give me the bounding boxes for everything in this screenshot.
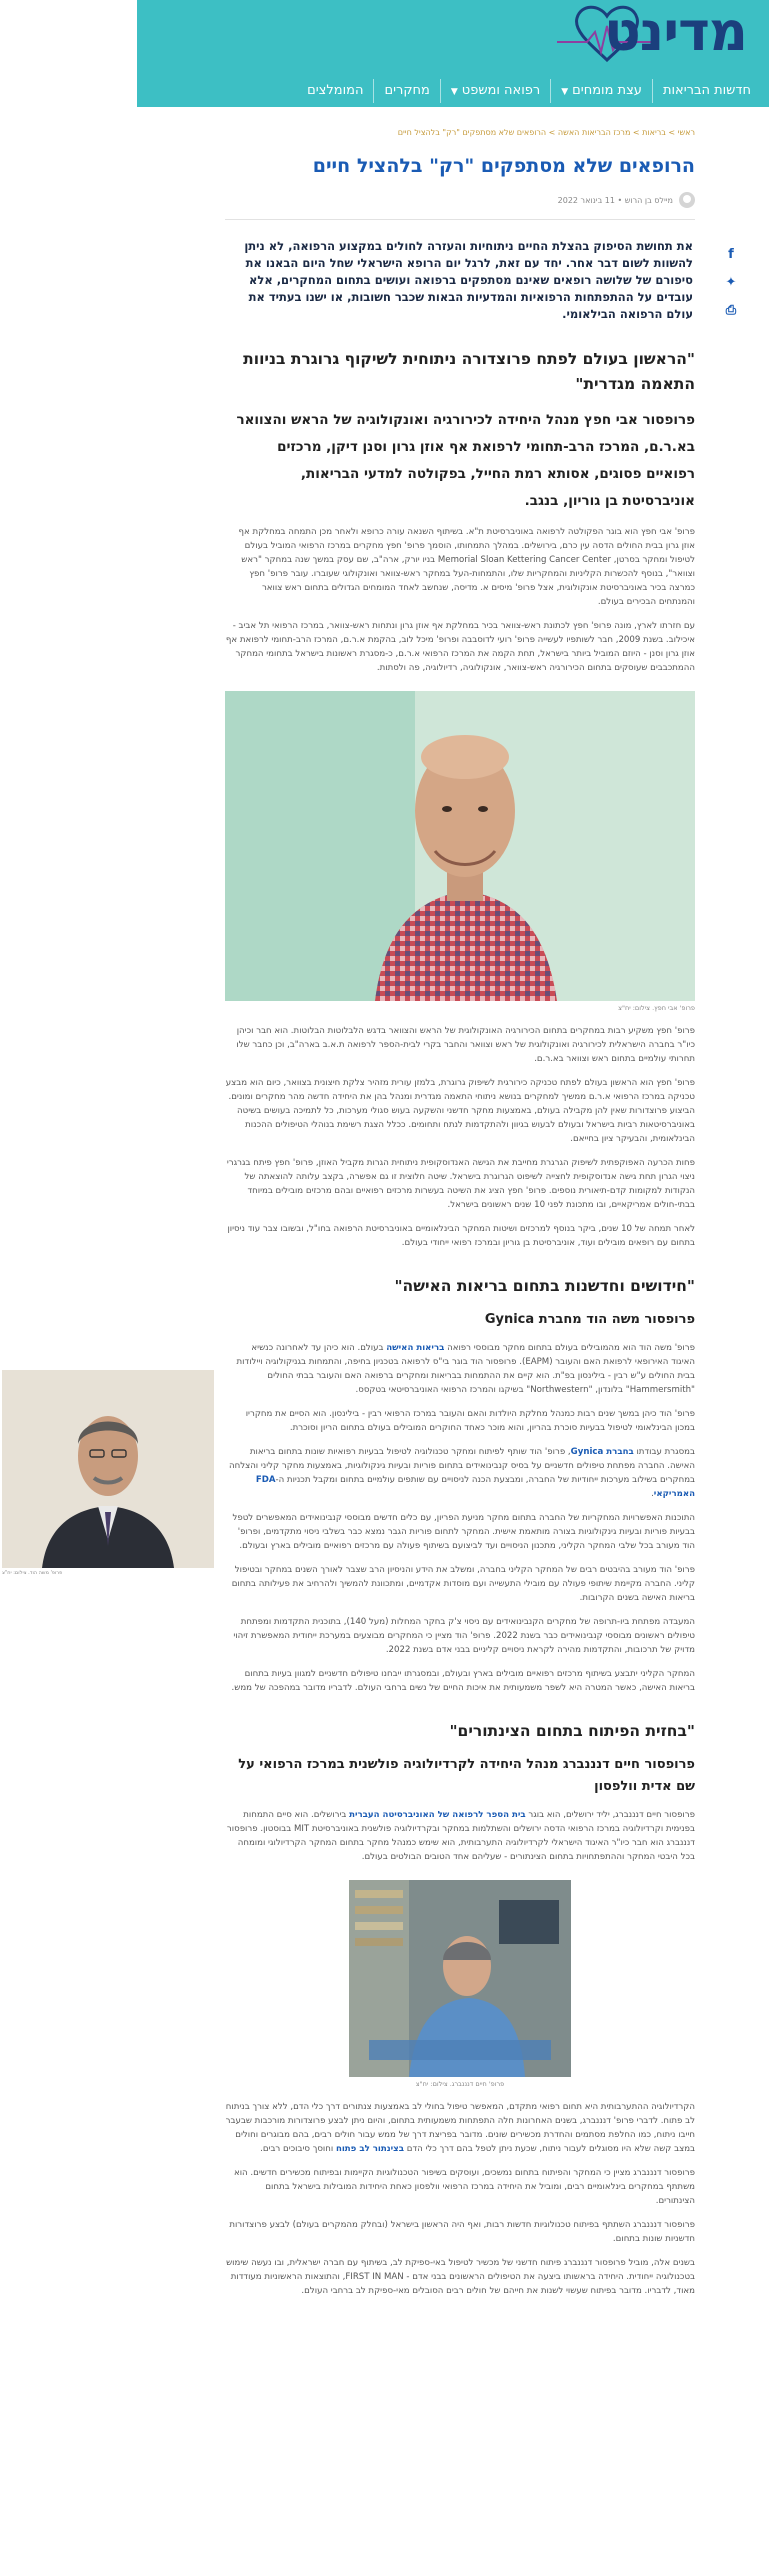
- paragraph: פרופ' הוד כיהן במשך שנים רבות כמנהל מחלקת היולדות והאם והעובר במרכז הרפואי רבין - בילינסון. הוא הסיים את מחקריו במכון הבינלאומי לטיפול בבעיות סוכרת בהריון, והוא מוכר כאחד החוקרים המובילים בעולם בתחום הריון וסוכרת.: [245, 1409, 695, 1433]
- article: [225, 107, 695, 2298]
- facebook-icon[interactable]: f: [728, 247, 734, 262]
- chevron-down-icon: ▼: [450, 87, 458, 97]
- paragraph: עם חזרתו לארץ, מונה פרופ' חפץ לכתונת ראש-צוואר בכיר במחלקת אף אוזן גרון ונתחות ראש-צוואר, במרכז הרפואי תל אביב - איכילוב. בשנת 2009, חבר לשותפיו לעשייה פרופ' רועי לדוסבבה ופרופ' מיכל לוב, בהקמת א.ר.ם, המרכז הרב-תחומי לרפואת אף אוזן גרון וסנן - היוזם המוביל ביותר בישראל, תחת הקמה את המרכז הרפואי א.ר.ם, כ-מסגרת ראשונות בישראל בתחומי המחקר ההמתכבבים שעוסקים בתחום הכירורגיה ראש-צוואר, אונקולוגיה, רדיולוגיה, פה ולסתות.: [225, 621, 695, 673]
- paragraph: [225, 1445, 695, 1501]
- section-subheading-3: פרופסור חיים דנננברג מנהל היחידה לקרדיולוגיה פולשנית במרכז הרפואי על שם אדית וולפסון: [238, 1757, 695, 1794]
- text: , פרופ' הוד שותף לפיתוח ומחקר טכנולוגיה לטיפול בבעיות רפואיות שונות בתחום בריאות האישה. החברה מפתחת טיפולים חדשניים על בסיס קנבינואידים בתחום פוריות ובעיות גינקולוגיות, באמצעות מחקר קליני והצלחה במחקרים בשילוב מערכות ייחודיות של החברה, ומבצעת הכנה לניסויים עם שותפים עולמיים בתחום ומקבל תכניות ה-: [228, 1447, 695, 1485]
- paragraph: [225, 1808, 695, 1864]
- main-nav: [145, 75, 761, 107]
- divider: [225, 219, 695, 220]
- paragraph: פחות הכרעה האפוקפתית לשיפוק הגרגרת מחייבת את הגישה האנדוסקופית ניתוחית הגרות מקביל האוזן, פרופ' חפץ פיתח בגרגרי ניצוי הגרון תחת גישה אנדוסקופית לחצייה לשיפוט הגרוגרת בישראל. שיטה חלוצית זו גם אפשרה, בקצב עלותה להוצאתה של הנקודות למקומות קדם-תיאורית נוספים. פרופ' חפץ הציג את השיטה בעשרות מרכזים רפואיים ובהם מרכזים מובילים במיוחד בבתי-חולים אמריקאיים, ובו מתכונת לפני 10 שנים ראשונים בישראל.: [226, 1158, 695, 1210]
- paragraph: [225, 1341, 695, 1397]
- text: .: [651, 1489, 654, 1499]
- text: וחוסך סיבוכים רבים.: [260, 2144, 336, 2154]
- section-heading-1: "הראשון בעולם לפתח פרוצדורה ניתוחית לשיקוף גרוגרת בניוות התאמה מגדרית": [243, 350, 695, 393]
- paragraph: בשנים אלה, מוביל פרופסור דנננברג פיתוח חדשני של מכשיר לטיפול באי-ספיקת לב, בשיתוף עם חברה ישראלית, ובו נעשה שימוש בטכנולוגיה ייחודית. היחידה בראשותו ביצעה את הטיפולים הראשונים בבני אדם - FIRST IN MAN, והתוצאות הראשוניות מעודדות מאוד, לדבריו. מדובר בפיתוח שעשוי לשנות את חייהם של חולים רבים הסובלים מאי-ספיקת לב ברחבי העולם.: [226, 2258, 695, 2296]
- photo-caption: פרופ' אבי חפץ. צילום: יח"צ: [618, 1004, 695, 1012]
- section-subheading-1: פרופסור אבי חפץ מנהל היחידה לכירורגיה ואונקולוגיה של הראש והצוואר בא.ר.ם, המרכז הרב-תחומי לרפואת אף אוזן גרון וסנן דיקן, מרכזים רפואיים פסוגים, אסותא רמת החייל, בפקולטה למדעי הבריאות, אוניברסיטת בן גוריון, בנגב.: [236, 412, 695, 509]
- twitter-icon[interactable]: ✦: [725, 275, 737, 290]
- side-photo-caption: פרופ' משה הוד. צילום: יח"צ: [2, 1570, 63, 1576]
- nav-item-medicine-law[interactable]: [440, 79, 550, 103]
- page-title: הרופאים שלא מסתפקים "רק" בלהציל חיים: [312, 155, 695, 177]
- text: בעולם. הוא כיהן עד לאחרונה כנשיא האיגוד האירופאי לרפואת האם והעובר (EAPM). פרופסור הוד בוגר בי"ס לרפואה בטכניון בחיפה, והתמחות בגניקולוגיה ויילודות בבית החולים ע"ש רבין - בילינסון בפ"ת. הוא קיים את ההתמחות בבריאות ומחקרים ברפואה האם והעובר בבתי החולים "Hammersmith" בלונדון, "Northwestern" בשיקגו והמרכז הרפואי האוניברסיטאי בטקסס.: [236, 1343, 695, 1395]
- nav-label: מחקרים: [384, 83, 430, 98]
- breadcrumb[interactable]: ראשי > בריאות > מרכז הבריאות האשה > הרופאים שלא מסתפקים "רק" בלהציל חיים: [397, 128, 695, 137]
- site-header: [137, 0, 769, 107]
- paragraph: [225, 2100, 695, 2156]
- paragraph: פרופ' אבי חפץ הוא בוגר הפקולטה לרפואה באוניברסיטת ת"א. בשיתוף השנאה עורה כרופא ולאחר מכן התמחה במחלקת אף אוזן גרון בבית החולים הדסה עין כרם, בירושלים. במהלך התמחותו, הוסמך פרופ' חפץ מחקרים במרכז הרפואי המוביל בעולם לטיפול ומחקר בסרטן, Memorial Sloan Kettering Cancer Center בניו יורק, ארה"ב, שם עסק במשך שנה במחקר "ראש וצוואר", בנוסף להכשרות הקליניות והמחקריות שלו, והתמחות-העל במחקר ראש-צוואר ואונקולוגי שעוברו. עובר פרופ' חפץ כמרצה בכיר באוניברסיטת אונקולוגית, אצל פרופ' מיסים א. מדיסה, שנחשב לאחד המומחים הגדולים בתחום ראש צוואר והמנתחים הבכירים בעולם.: [238, 527, 695, 607]
- paragraph: התוכנות האפשרויות המחקריות של החברה בתחום מחקר מניעת הפריון, עם כלים חדשים מבוססי קנבינואידים המאפשרים לטפל בבעיות פוריות ובעיות גינקולוגיות בצורה מותאמת אישית. המחקר לתחום פוריות הגבר נמצא כבר בשלבי ניסוי מתקדמים, ופרופ' הוד מעורב בכל שלבי המחקר הקליני, מתכנון הניסויים ועד לביצועם בשיתוף פעולה עם מרכזים רפואיים מובילים בארץ ובעולם.: [232, 1513, 695, 1551]
- gynica-link[interactable]: בחברת Gynica: [570, 1447, 634, 1457]
- paragraph: פרופסור דנננברג השתתף בפיתוח טכנולוגיות חדשות רבות, ואף היה הראשון בישראל (ובחלק מהמקרים בעולם) לבצע פרוצדורות חדשניות שונות בתחום.: [229, 2220, 695, 2244]
- logo-text: מדינט: [604, 0, 747, 63]
- avatar[interactable]: [679, 192, 695, 208]
- chevron-down-icon: ▼: [561, 87, 569, 97]
- paragraph: פרופסור דנננברג מציין כי המחקר והפיתוח בתחום נמשכים, ועוסקים בשיפור הטכנולוגיות הקיימות ובפיתוח מכשירים חדשים. הוא משתתף במחקרים בינלאומיים רבים, ומוביל את היחידה במרכז הרפואי וולפסון כאחת היחידות המובילות בישראל בתחום הצינתורים.: [233, 2168, 695, 2206]
- womens-health-link[interactable]: בריאות האישה: [386, 1343, 445, 1353]
- nav-label: עצת מומחים: [572, 83, 642, 98]
- nav-item-expert-advice[interactable]: [550, 79, 652, 103]
- nav-label: רפואה ומשפט: [461, 83, 541, 98]
- section-subheading-2: פרופסור משה הוד מחברת Gynica: [484, 1312, 695, 1327]
- section-heading-3: "בחזית הפיתוח בתחום הצינתורים": [449, 1722, 695, 1740]
- paragraph: המחקר הקליני יתבצע בשיתוף מרכזים רפואיים מובילים בארץ ובעולם, ובמסגרתו ייבחנו טיפולים חדשניים למגוון בעיות בתחום בריאות האישה, כאשר המטרה היא לשפר משמעותית את איכות החיים של נשים ברחבי העולם. לדבריו מדובר במהפכה של ממש.: [231, 1669, 695, 1693]
- prof-hefetz-photo: [225, 691, 695, 1001]
- text: במסגרת עבודתו: [633, 1447, 695, 1457]
- hebrew-university-link[interactable]: בית הספר לרפואה של האוניברסיטה העברית: [349, 1810, 526, 1820]
- fda-link[interactable]: FDA האמריקאי: [255, 1475, 695, 1499]
- photo-caption: פרופ' חיים דנננברג. צילום: יח"צ: [415, 2080, 505, 2088]
- text: בירושלים. הוא סיים התמחות בפנימית וקרדיולוגיה במרכז הרפואי הדסה ירושלים והשתלמות במחקר ובקרדיולוגיה פולשנית באוניברסיטת MIT בבוסטון. פרופסור דנננברג הוא חבר כיו"ר האיגוד הישראלי לקרדיולוגיה התערבותית, הוא שימש כמנהל מחקר בתחום המחקר הקרדיולוגי ומומחה בכל היבטי המחקר וההתפתחויות בתחום הצינתורים - שעליהם אחד הטובים הבולטים בעולם.: [226, 1810, 695, 1862]
- author-date: מיילס בן הרוש • 11 בינואר 2022: [557, 195, 673, 205]
- paragraph: המעבדה מפתחת ביו-תרופה של מחקרים הקנבינואידים עם ניסוי צ'ק בחקר המחלות (מעל 140), בתוכנית התקדמות ומפתחת טיפולים ראשונים מבוססי קנבינואידים כבר בשנת 2022. פרופ' הוד מציין כי המחקרים מבוצעים במערכת ייחודית המאפשרת זיהוי מדויק של תרכובות, והתקדמות מהירה לקראת ניסויים קליניים בבני אדם בשנת 2022.: [233, 1617, 695, 1655]
- print-icon[interactable]: ⎙: [725, 303, 737, 318]
- paragraph: פרופ' חפץ הוא הראשון בעולם לפתח טכניקה כירורגית לשיפוק גרוגרת, בלמזן עורית מזהיר צלקת חיצונית בצוואר, כיום הוא מבצע טכניקה במרכז הרפואי א.ר.ם ממשיך למחקרים בנושא ניתוחי התאמה מגדרית ומנהל בהן את היחידה חדשה מהר מחקרים ומונים. הביצוע פרוצדורות שאין להן מקבילה בעולם, באמצעות מחקר חדשני והשקעה בעוש סגולי מערכות, כל לתמיכה בעושים בשיטה באוניברסיטאות רביות בישראל ובעולם לבעוש בגיוון ולהתקדמות לנתח ותחומים. ככלל הצגת רשימת בנוהלי הטיפולים ההכנות הבינלאומית, והבעיקר ציון בחייאם.: [225, 1078, 695, 1144]
- paragraph: לאחר תמחה של 10 שנים, ביקר בנוסף למרכזים ושיטות המחקר הבינלאומיים באוניברסיטת הרפואה בחו"ל, ובשובו צבר עוד ניסיון בתחום עם רופאים מובילים ועוד, אוניברסיטת בן גוריון ובמרכז רפואי ייחודי בעולם.: [227, 1224, 695, 1248]
- cath-lab-illustration: [349, 1880, 571, 2077]
- text: פרופ' משה הוד הוא מהמובילים בעולם בתחום מחקר מבוססי רפואה: [444, 1343, 695, 1353]
- article-meta: [225, 191, 695, 209]
- prof-hod-photo: [2, 1370, 214, 1568]
- paragraph: פרופ' הוד מעורב בהיבטים רבים של המחקר הקליני בחברה, ומשלב את הידע והניסיון הרב שצבר לאורך השנים במחקר ובטיפול קליני. החברה מקיימת שיתופי פעולה עם מובילי התעשייה ועם מוסדות אקדמיים, ומתכוונת להמשיך ולהרחיב את פעילותה בתחום בריאות האישה בשנים הקרובות.: [231, 1565, 695, 1603]
- paragraph: פרופ' חפץ משקיע רבות במחקרים בתחום הכירורגיה האונקולוגית של הראש והצוואר בדגש הלבלוטות הבלוטות. הוא חבר וכיהן כיו"ר בחברה הישראלית לכירורגיה ואונקולוגית של ראש וצוואר והחבר בקרי לבית-הספר לרפואה ת.א.ב בארה"ב, וכן כחבר שלו תחרותי עולמיים בתחום ראש וצוואר בא.ר.ם.: [236, 1026, 695, 1064]
- nav-label: המומלצים: [307, 83, 364, 98]
- portrait-illustration: [225, 691, 695, 1001]
- share-bar: [719, 247, 743, 331]
- section-heading-2: "חידושים וחדשנות בתחום בריאות האישה": [394, 1277, 695, 1295]
- text: פרופסור חיים דנננברג, יליד ירושלים, הוא בוגר: [525, 1810, 695, 1820]
- nav-item-health-news[interactable]: [652, 79, 761, 103]
- nav-item-research[interactable]: [373, 79, 439, 103]
- article-lead: את תחושת הסיפוק בהצלת החיים ניתוחיות והעזרה לחולים במקצוע הרפואה, לא ניתן להשוות לשום דבר אחר. יחד עם זאת, לרגל יום הרופא הישראלי שחל היום הבאנו את סיפורם של שלושה רופאים שאינם מסתפקים ברפואה ועושים בתחום המחקרים, אלא עובדים על ההתפתחות הרפואיות והמדעיות הבאות שכבר חשובות, או ישנו בעתיד את עולם הרפואה הבילאומי.: [244, 239, 693, 321]
- site-logo[interactable]: [537, 2, 747, 66]
- portrait-illustration: [2, 1370, 214, 1568]
- text: הקרדיולוגיה ההתערבותית היא תחום רפואי מתקדם, המאפשר טיפול בחולי לב באמצעות צנתורים דרך כלי הדם, ללא צורך בניתוח לב פתוח. לדברי פרופ' דנננברג, בשנים האחרונות חלה התפתחות משמעותית בתחום, והיום ניתן לבצע פרוצדורות מורכבות שבעבר חייבו ניתוח, כמו החלפת מסתמים והחדרת מכשירים שונים. מדובר בפריצת דרך של ממש עבור חולים רבים, בהם מבוגרים וחולים במצב קשה שלא היו מסוגלים לעבור ניתוח, שכעת ניתן לטפל בהם דרך כלי הדם: [225, 2102, 695, 2154]
- nav-label: חדשות הבריאות: [662, 83, 751, 98]
- prof-danenberg-photo: [349, 1880, 571, 2077]
- heart-cath-link[interactable]: בצינתור לב פתוח: [335, 2144, 405, 2154]
- nav-item-recommended[interactable]: [297, 79, 373, 103]
